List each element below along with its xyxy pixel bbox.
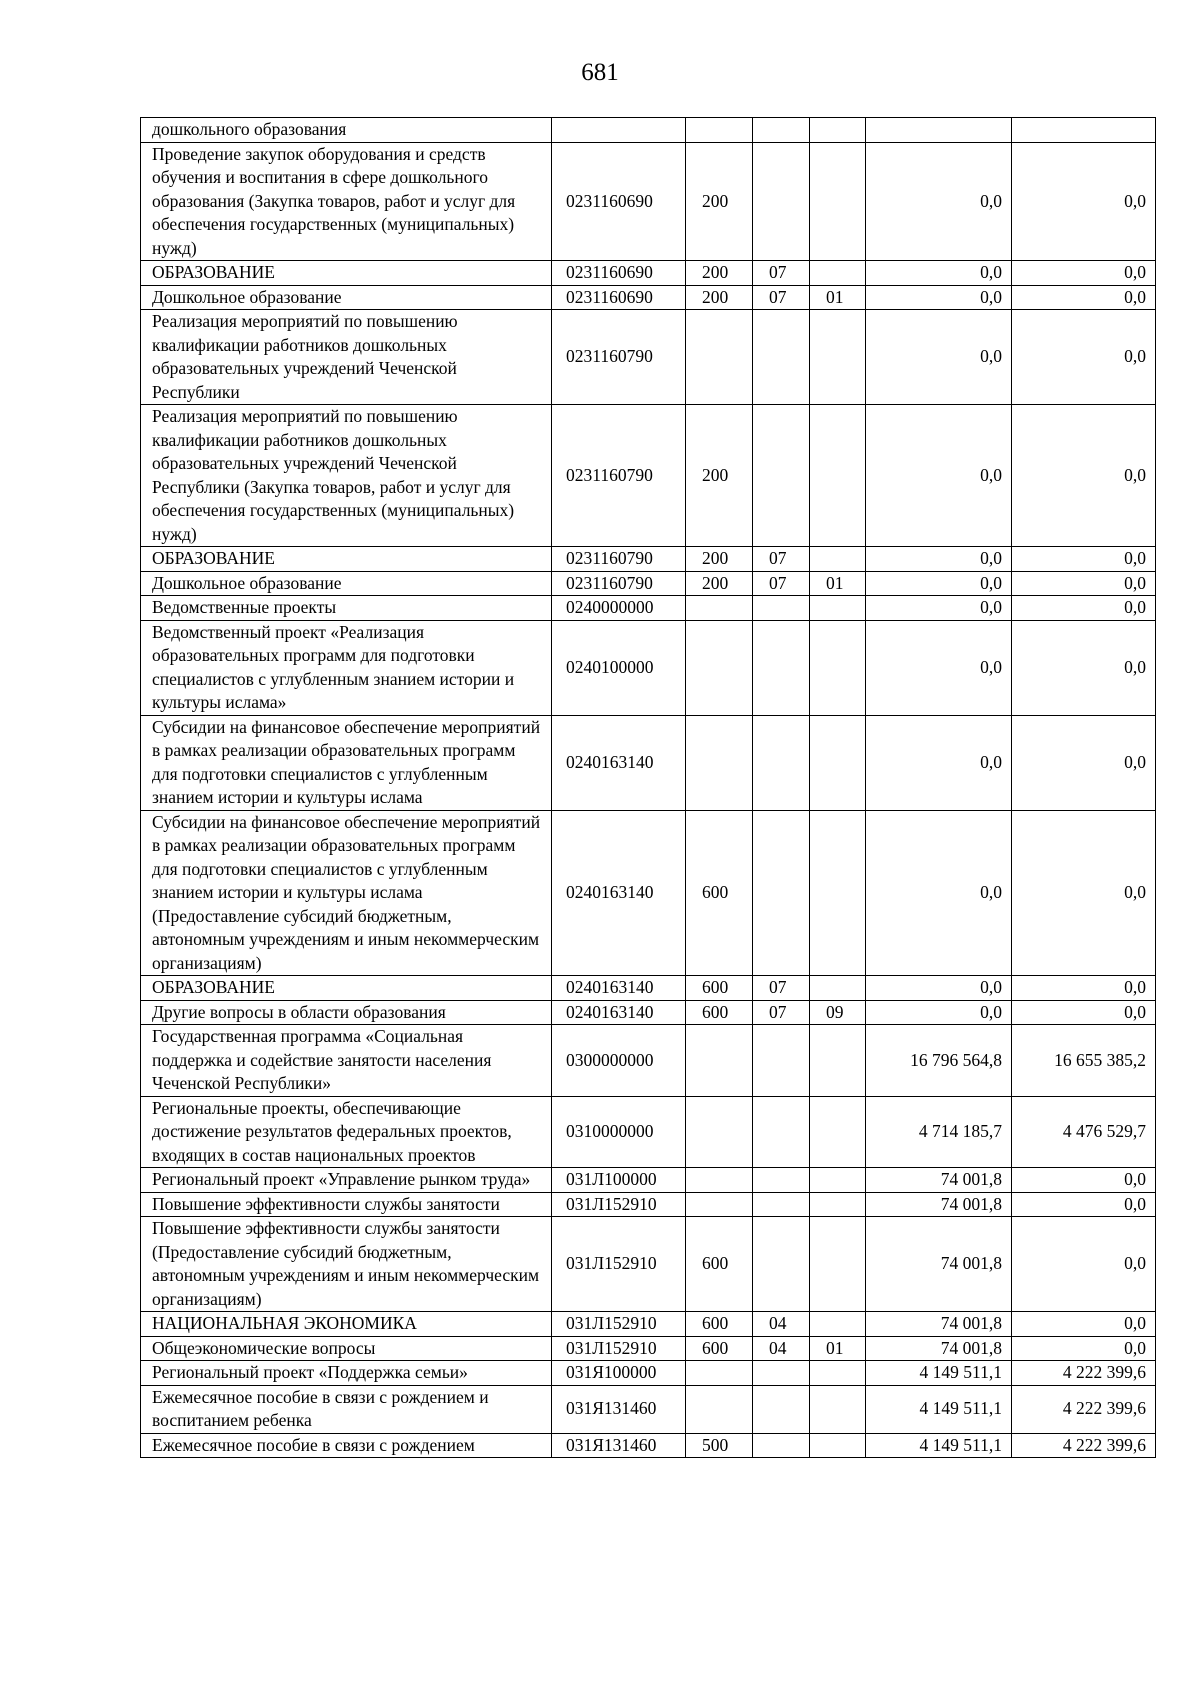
row-target-code-cell: 0300000000 bbox=[552, 1025, 686, 1097]
row-section-cell bbox=[753, 620, 810, 715]
row-amount-year1-cell: 0,0 bbox=[866, 405, 1012, 547]
row-amount-year2-cell: 0,0 bbox=[1012, 1192, 1156, 1217]
table-row bbox=[141, 571, 1156, 596]
row-amount-year1-cell: 0,0 bbox=[866, 261, 1012, 286]
row-target-code-cell: 0231160690 bbox=[552, 261, 686, 286]
row-amount-year1-cell: 0,0 bbox=[866, 571, 1012, 596]
row-subsection-cell bbox=[810, 118, 866, 143]
row-expense-type-cell: 200 bbox=[686, 142, 753, 261]
row-amount-year1-cell: 74 001,8 bbox=[866, 1312, 1012, 1337]
row-name-cell: ОБРАЗОВАНИЕ bbox=[141, 976, 552, 1001]
budget-table-body bbox=[141, 118, 1156, 1458]
row-section-cell bbox=[753, 715, 810, 810]
row-name-cell: Общеэкономические вопросы bbox=[141, 1336, 552, 1361]
row-target-code-cell: 031Л152910 bbox=[552, 1312, 686, 1337]
row-name-cell: Субсидии на финансовое обеспечение мероприятий в рамках реализации образовательных программ для подготовки специалистов с углубленным знанием истории и культуры ислама bbox=[141, 715, 552, 810]
row-amount-year2-cell: 4 222 399,6 bbox=[1012, 1385, 1156, 1433]
row-amount-year2-cell: 16 655 385,2 bbox=[1012, 1025, 1156, 1097]
row-amount-year1-cell: 0,0 bbox=[866, 976, 1012, 1001]
row-subsection-cell bbox=[810, 620, 866, 715]
table-row bbox=[141, 1192, 1156, 1217]
table-row bbox=[141, 1312, 1156, 1337]
row-expense-type-cell: 500 bbox=[686, 1433, 753, 1458]
row-amount-year2-cell bbox=[1012, 118, 1156, 143]
row-amount-year2-cell: 0,0 bbox=[1012, 1168, 1156, 1193]
row-section-cell bbox=[753, 1433, 810, 1458]
row-expense-type-cell: 200 bbox=[686, 547, 753, 572]
table-row bbox=[141, 118, 1156, 143]
row-target-code-cell: 031Л152910 bbox=[552, 1217, 686, 1312]
row-subsection-cell bbox=[810, 1168, 866, 1193]
row-target-code-cell: 0231160790 bbox=[552, 310, 686, 405]
row-subsection-cell bbox=[810, 547, 866, 572]
row-section-cell bbox=[753, 596, 810, 621]
table-row bbox=[141, 596, 1156, 621]
row-name-cell: Региональный проект «Поддержка семьи» bbox=[141, 1361, 552, 1386]
row-section-cell: 07 bbox=[753, 261, 810, 286]
row-expense-type-cell: 200 bbox=[686, 405, 753, 547]
row-amount-year1-cell: 4 149 511,1 bbox=[866, 1385, 1012, 1433]
row-section-cell bbox=[753, 1361, 810, 1386]
row-expense-type-cell bbox=[686, 118, 753, 143]
row-target-code-cell: 0240163140 bbox=[552, 715, 686, 810]
row-amount-year1-cell: 0,0 bbox=[866, 620, 1012, 715]
row-expense-type-cell: 200 bbox=[686, 285, 753, 310]
row-amount-year2-cell: 0,0 bbox=[1012, 310, 1156, 405]
row-name-cell: Ведомственные проекты bbox=[141, 596, 552, 621]
row-name-cell: дошкольного образования bbox=[141, 118, 552, 143]
row-amount-year2-cell: 0,0 bbox=[1012, 596, 1156, 621]
row-subsection-cell bbox=[810, 596, 866, 621]
row-amount-year2-cell: 0,0 bbox=[1012, 261, 1156, 286]
row-section-cell bbox=[753, 1025, 810, 1097]
row-amount-year1-cell: 74 001,8 bbox=[866, 1168, 1012, 1193]
row-name-cell: Повышение эффективности службы занятости bbox=[141, 1192, 552, 1217]
row-amount-year1-cell: 4 149 511,1 bbox=[866, 1433, 1012, 1458]
row-section-cell: 07 bbox=[753, 571, 810, 596]
row-name-cell: Реализация мероприятий по повышению квалификации работников дошкольных образовательных учреждений Чеченской Республики bbox=[141, 310, 552, 405]
row-name-cell: Дошкольное образование bbox=[141, 285, 552, 310]
row-target-code-cell: 0231160690 bbox=[552, 285, 686, 310]
row-target-code-cell: 0231160790 bbox=[552, 571, 686, 596]
row-expense-type-cell bbox=[686, 310, 753, 405]
row-expense-type-cell bbox=[686, 1168, 753, 1193]
row-amount-year1-cell: 0,0 bbox=[866, 1000, 1012, 1025]
table-row bbox=[141, 1385, 1156, 1433]
row-amount-year2-cell: 0,0 bbox=[1012, 1000, 1156, 1025]
row-target-code-cell: 031Я131460 bbox=[552, 1385, 686, 1433]
row-expense-type-cell: 600 bbox=[686, 1217, 753, 1312]
row-subsection-cell bbox=[810, 1025, 866, 1097]
row-section-cell: 07 bbox=[753, 547, 810, 572]
row-section-cell bbox=[753, 118, 810, 143]
row-subsection-cell bbox=[810, 1192, 866, 1217]
row-amount-year1-cell: 74 001,8 bbox=[866, 1192, 1012, 1217]
row-amount-year2-cell: 4 476 529,7 bbox=[1012, 1096, 1156, 1168]
row-amount-year2-cell: 4 222 399,6 bbox=[1012, 1433, 1156, 1458]
row-amount-year1-cell bbox=[866, 118, 1012, 143]
row-section-cell: 07 bbox=[753, 976, 810, 1001]
row-amount-year1-cell: 0,0 bbox=[866, 142, 1012, 261]
row-name-cell: Повышение эффективности службы занятости (Предоставление субсидий бюджетным, автономным учреждениям и иным некоммерческим организациям) bbox=[141, 1217, 552, 1312]
row-amount-year2-cell: 0,0 bbox=[1012, 571, 1156, 596]
row-amount-year1-cell: 0,0 bbox=[866, 310, 1012, 405]
row-name-cell: Ведомственный проект «Реализация образовательных программ для подготовки специалистов с углубленным знанием истории и культуры ислама» bbox=[141, 620, 552, 715]
table-row bbox=[141, 261, 1156, 286]
row-expense-type-cell: 600 bbox=[686, 1336, 753, 1361]
row-target-code-cell: 0231160790 bbox=[552, 405, 686, 547]
row-expense-type-cell bbox=[686, 1192, 753, 1217]
row-amount-year1-cell: 0,0 bbox=[866, 810, 1012, 976]
row-subsection-cell: 01 bbox=[810, 1336, 866, 1361]
row-name-cell: ОБРАЗОВАНИЕ bbox=[141, 547, 552, 572]
row-expense-type-cell: 200 bbox=[686, 261, 753, 286]
row-section-cell bbox=[753, 1168, 810, 1193]
row-section-cell: 04 bbox=[753, 1312, 810, 1337]
row-subsection-cell bbox=[810, 1096, 866, 1168]
row-amount-year2-cell: 0,0 bbox=[1012, 810, 1156, 976]
row-section-cell: 07 bbox=[753, 1000, 810, 1025]
table-row bbox=[141, 1336, 1156, 1361]
row-name-cell: Региональный проект «Управление рынком труда» bbox=[141, 1168, 552, 1193]
row-subsection-cell bbox=[810, 261, 866, 286]
row-amount-year1-cell: 0,0 bbox=[866, 547, 1012, 572]
row-section-cell bbox=[753, 405, 810, 547]
row-subsection-cell bbox=[810, 142, 866, 261]
row-name-cell: Ежемесячное пособие в связи с рождением и воспитанием ребенка bbox=[141, 1385, 552, 1433]
row-amount-year2-cell: 0,0 bbox=[1012, 142, 1156, 261]
row-name-cell: Дошкольное образование bbox=[141, 571, 552, 596]
table-row bbox=[141, 405, 1156, 547]
page-number: 681 bbox=[581, 59, 619, 86]
row-amount-year1-cell: 74 001,8 bbox=[866, 1336, 1012, 1361]
row-name-cell: Региональные проекты, обеспечивающие достижение результатов федеральных проектов, входящих в состав национальных проектов bbox=[141, 1096, 552, 1168]
row-subsection-cell bbox=[810, 405, 866, 547]
row-target-code-cell: 031Л152910 bbox=[552, 1192, 686, 1217]
row-expense-type-cell bbox=[686, 620, 753, 715]
row-amount-year2-cell: 0,0 bbox=[1012, 1312, 1156, 1337]
row-amount-year1-cell: 0,0 bbox=[866, 285, 1012, 310]
row-amount-year2-cell: 0,0 bbox=[1012, 1217, 1156, 1312]
row-expense-type-cell bbox=[686, 1361, 753, 1386]
row-name-cell: Государственная программа «Социальная поддержка и содействие занятости населения Чеченской Республики» bbox=[141, 1025, 552, 1097]
table-row bbox=[141, 547, 1156, 572]
row-expense-type-cell bbox=[686, 715, 753, 810]
row-amount-year2-cell: 0,0 bbox=[1012, 405, 1156, 547]
row-section-cell: 04 bbox=[753, 1336, 810, 1361]
row-subsection-cell bbox=[810, 1312, 866, 1337]
row-expense-type-cell bbox=[686, 596, 753, 621]
row-target-code-cell bbox=[552, 118, 686, 143]
table-row bbox=[141, 285, 1156, 310]
row-subsection-cell: 01 bbox=[810, 285, 866, 310]
row-target-code-cell: 031Л152910 bbox=[552, 1336, 686, 1361]
row-amount-year1-cell: 0,0 bbox=[866, 596, 1012, 621]
table-row bbox=[141, 1433, 1156, 1458]
table-row bbox=[141, 1000, 1156, 1025]
row-amount-year1-cell: 4 149 511,1 bbox=[866, 1361, 1012, 1386]
row-subsection-cell: 09 bbox=[810, 1000, 866, 1025]
row-amount-year1-cell: 16 796 564,8 bbox=[866, 1025, 1012, 1097]
budget-table bbox=[140, 117, 1156, 1458]
row-expense-type-cell: 600 bbox=[686, 1000, 753, 1025]
row-target-code-cell: 031Я131460 bbox=[552, 1433, 686, 1458]
row-name-cell: ОБРАЗОВАНИЕ bbox=[141, 261, 552, 286]
row-target-code-cell: 0310000000 bbox=[552, 1096, 686, 1168]
row-section-cell bbox=[753, 1217, 810, 1312]
row-subsection-cell bbox=[810, 715, 866, 810]
row-target-code-cell: 0240000000 bbox=[552, 596, 686, 621]
table-row bbox=[141, 142, 1156, 261]
row-subsection-cell bbox=[810, 1433, 866, 1458]
row-subsection-cell bbox=[810, 1361, 866, 1386]
row-amount-year1-cell: 74 001,8 bbox=[866, 1217, 1012, 1312]
row-amount-year2-cell: 4 222 399,6 bbox=[1012, 1361, 1156, 1386]
row-name-cell: Субсидии на финансовое обеспечение мероприятий в рамках реализации образовательных программ для подготовки специалистов с углубленным знанием истории и культуры ислама (Предоставление субсидий бюджетным, автономным учреждениям и иным некоммерческим организациям) bbox=[141, 810, 552, 976]
row-section-cell bbox=[753, 1096, 810, 1168]
row-subsection-cell bbox=[810, 1385, 866, 1433]
row-amount-year2-cell: 0,0 bbox=[1012, 620, 1156, 715]
row-amount-year2-cell: 0,0 bbox=[1012, 715, 1156, 810]
row-amount-year2-cell: 0,0 bbox=[1012, 1336, 1156, 1361]
row-subsection-cell bbox=[810, 976, 866, 1001]
row-expense-type-cell: 200 bbox=[686, 571, 753, 596]
row-expense-type-cell: 600 bbox=[686, 1312, 753, 1337]
row-expense-type-cell bbox=[686, 1096, 753, 1168]
row-subsection-cell bbox=[810, 810, 866, 976]
table-row bbox=[141, 1217, 1156, 1312]
row-target-code-cell: 031Л100000 bbox=[552, 1168, 686, 1193]
table-row bbox=[141, 1168, 1156, 1193]
table-row bbox=[141, 1361, 1156, 1386]
row-amount-year2-cell: 0,0 bbox=[1012, 285, 1156, 310]
row-section-cell bbox=[753, 1192, 810, 1217]
row-target-code-cell: 0240163140 bbox=[552, 810, 686, 976]
row-target-code-cell: 0240163140 bbox=[552, 1000, 686, 1025]
row-name-cell: Другие вопросы в области образования bbox=[141, 1000, 552, 1025]
row-expense-type-cell bbox=[686, 1385, 753, 1433]
row-expense-type-cell bbox=[686, 1025, 753, 1097]
row-name-cell: Проведение закупок оборудования и средств обучения и воспитания в сфере дошкольного образования (Закупка товаров, работ и услуг для обеспечения государственных (муниципальных) нужд) bbox=[141, 142, 552, 261]
row-subsection-cell: 01 bbox=[810, 571, 866, 596]
row-section-cell bbox=[753, 310, 810, 405]
table-row bbox=[141, 310, 1156, 405]
row-name-cell: Реализация мероприятий по повышению квалификации работников дошкольных образовательных учреждений Чеченской Республики (Закупка товаров, работ и услуг для обеспечения государственных (муниципальных) нужд) bbox=[141, 405, 552, 547]
row-target-code-cell: 0240163140 bbox=[552, 976, 686, 1001]
row-subsection-cell bbox=[810, 310, 866, 405]
row-subsection-cell bbox=[810, 1217, 866, 1312]
row-section-cell bbox=[753, 142, 810, 261]
row-expense-type-cell: 600 bbox=[686, 976, 753, 1001]
row-section-cell bbox=[753, 810, 810, 976]
row-target-code-cell: 0240100000 bbox=[552, 620, 686, 715]
table-row bbox=[141, 810, 1156, 976]
table-row bbox=[141, 976, 1156, 1001]
table-row bbox=[141, 620, 1156, 715]
row-amount-year2-cell: 0,0 bbox=[1012, 547, 1156, 572]
row-section-cell bbox=[753, 1385, 810, 1433]
row-name-cell: Ежемесячное пособие в связи с рождением bbox=[141, 1433, 552, 1458]
row-section-cell: 07 bbox=[753, 285, 810, 310]
row-amount-year2-cell: 0,0 bbox=[1012, 976, 1156, 1001]
row-amount-year1-cell: 4 714 185,7 bbox=[866, 1096, 1012, 1168]
row-target-code-cell: 031Я100000 bbox=[552, 1361, 686, 1386]
table-row bbox=[141, 1096, 1156, 1168]
row-amount-year1-cell: 0,0 bbox=[866, 715, 1012, 810]
row-target-code-cell: 0231160690 bbox=[552, 142, 686, 261]
table-row bbox=[141, 1025, 1156, 1097]
table-row bbox=[141, 715, 1156, 810]
row-name-cell: НАЦИОНАЛЬНАЯ ЭКОНОМИКА bbox=[141, 1312, 552, 1337]
row-expense-type-cell: 600 bbox=[686, 810, 753, 976]
row-target-code-cell: 0231160790 bbox=[552, 547, 686, 572]
